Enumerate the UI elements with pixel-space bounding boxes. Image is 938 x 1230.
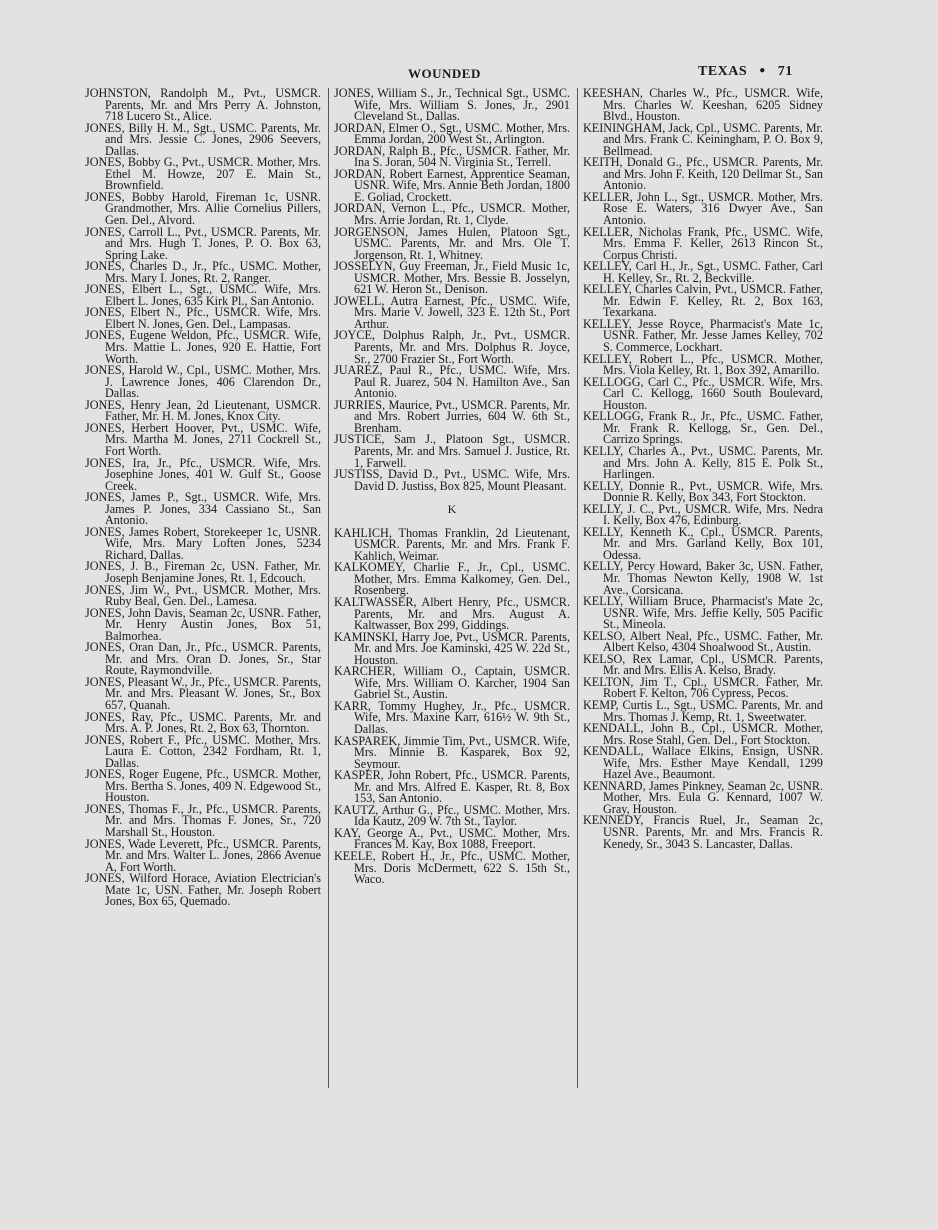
casualty-entry: KAHLICH, Thomas Franklin, 2d Lieutenant, USMCR. Parents, Mr. and Mrs. Frank F. Kahlich, Weimar. xyxy=(334,525,570,563)
casualty-entry: KELLEY, Robert L., Pfc., USMCR. Mother, Mrs. Viola Kelley, Rt. 1, Box 392, Amarillo. xyxy=(583,351,823,378)
casualty-entry: KELLER, Nicholas Frank, Pfc., USMC. Wife, Mrs. Emma F. Keller, 2613 Rincon St., Corpus Christi. xyxy=(583,224,823,262)
bullet-icon: ● xyxy=(759,65,766,76)
casualty-entry: KELLY, Kenneth K., Cpl., USMCR. Parents, Mr. and Mrs. Garland Kelly, Box 101, Odessa. xyxy=(583,524,823,562)
casualty-entry: KEESHAN, Charles W., Pfc., USMCR. Wife, Mrs. Charles W. Keeshan, 6205 Sidney Blvd., Houston. xyxy=(583,86,823,124)
casualty-entry: KENDALL, Wallace Elkins, Ensign, USNR. Wife, Mrs. Esther Maye Kendall, 1299 Hazel Ave., Beaumont. xyxy=(583,744,823,782)
casualty-entry: JONES, William S., Jr., Technical Sgt., USMC. Wife, Mrs. William S. Jones, Jr., 2901 Cleveland St., Dallas. xyxy=(334,86,570,124)
casualty-entry: JONES, Elbert N., Pfc., USMCR. Wife, Mrs. Elbert N. Jones, Gen. Del., Lampasas. xyxy=(85,305,321,331)
casualty-entry: JONES, John Davis, Seaman 2c, USNR. Father, Mr. Henry Austin Jones, Box 51, Balmorhea. xyxy=(85,605,321,643)
casualty-entry: KENDALL, John B., Cpl., USMCR. Mother, Mrs. Rose Stahl, Gen. Del., Fort Stockton. xyxy=(583,721,823,747)
casualty-entry: JONES, Eugene Weldon, Pfc., USMCR. Wife, Mrs. Mattie L. Jones, 920 E. Hattie, Fort Worth. xyxy=(85,328,321,366)
page-number: 71 xyxy=(777,64,793,79)
casualty-entry: KELLY, Charles A., Pvt., USMC. Parents, Mr. and Mrs. John A. Kelly, 815 E. Polk St., Harlingen. xyxy=(583,443,823,482)
casualty-entry: KASPER, John Robert, Pfc., USMCR. Parents, Mr. and Mrs. Alfred E. Kasper, Rt. 8, Box 153, San Antonio. xyxy=(334,768,570,806)
casualty-entry: KELLEY, Charles Calvin, Pvt., USMCR. Father, Mr. Edwin F. Kelley, Rt. 2, Box 163, Texarkana. xyxy=(583,282,823,320)
casualty-entry: KASPAREK, Jimmie Tim, Pvt., USMCR. Wife, Mrs. Minnie B. Kasparek, Box 92, Seymour. xyxy=(334,733,570,771)
section-letter: K xyxy=(447,502,457,517)
casualty-entry: JORGENSON, James Hulen, Platoon Sgt., USMC. Parents, Mr. and Mrs. Ole T. Jorgenson, Rt. 1, Whitney. xyxy=(334,224,570,262)
casualty-entry: JONES, Robert F., Pfc., USMC. Mother, Mrs. Laura E. Cotton, 2342 Fordham, Rt. 1, Dallas. xyxy=(85,732,321,770)
page-header-right xyxy=(698,64,793,80)
casualty-entry: JOWELL, Autra Earnest, Pfc., USMC. Wife, Mrs. Marie V. Jowell, 323 E. 12th St., Port Arthur. xyxy=(334,293,570,331)
casualty-entry: KELSO, Albert Neal, Pfc., USMC. Father, Mr. Albert Kelso, 4304 Shoalwood St., Austin. xyxy=(583,628,823,655)
casualty-entry: KELLOGG, Frank R., Jr., Pfc., USMC. Father, Mr. Frank R. Kellogg, Sr., Gen. Del., Carrizo Springs. xyxy=(583,409,823,447)
casualty-entry: KELLEY, Jesse Royce, Pharmacist's Mate 1c, USNR. Father, Mr. Jesse James Kelley, 702 S. Commerce, Lockhart. xyxy=(583,316,823,355)
column-divider-1 xyxy=(328,88,329,1088)
casualty-entry: KEITH, Donald G., Pfc., USMCR. Parents, Mr. and Mrs. John F. Keith, 120 Dellmar St., San Antonio. xyxy=(583,155,823,193)
casualty-entry: JONES, Harold W., Cpl., USMC. Mother, Mrs. J. Lawrence Jones, 406 Clarendon Dr., Dallas. xyxy=(85,363,321,401)
casualty-entry: KELLY, Donnie R., Pvt., USMCR. Wife, Mrs. Donnie R. Kelly, Box 343, Fort Stockton. xyxy=(583,478,823,505)
casualty-entry: JONES, Carroll L., Pvt., USMCR. Parents, Mr. and Mrs. Hugh T. Jones, P. O. Box 63, Spring Lake. xyxy=(85,224,321,262)
casualty-entry: JONES, Thomas F., Jr., Pfc., USMCR. Parents, Mr. and Mrs. Thomas F. Jones, Sr., 720 Marshall St., Houston. xyxy=(85,801,321,839)
casualty-entry: JUSTICE, Sam J., Platoon Sgt., USMCR. Parents, Mr. and Mrs. Samuel J. Justice, Rt. 1, Farwell. xyxy=(334,432,570,470)
casualty-entry: KAMINSKI, Harry Joe, Pvt., USMCR. Parents, Mr. and Mrs. Joe Kaminski, 425 W. 22d St., Houston. xyxy=(334,629,570,667)
casualty-entry: KENNARD, James Pinkney, Seaman 2c, USNR. Mother, Mrs. Eula G. Kennard, 1007 W. Gray, Houston. xyxy=(583,778,823,816)
casualty-entry: KELLER, John L., Sgt., USMCR. Mother, Mrs. Rose E. Waters, 316 Dwyer Ave., San Antonio. xyxy=(583,189,823,228)
casualty-entry: JONES, Bobby G., Pvt., USMCR. Mother, Mrs. Ethel M. Howze, 207 E. Main St., Brownfield. xyxy=(85,155,321,193)
column-1 xyxy=(85,88,321,908)
column-divider-2 xyxy=(577,88,578,1088)
casualty-entry: JORDAN, Vernon L., Pfc., USMCR. Mother, Mrs. Arrie Jordan, Rt. 1, Clyde. xyxy=(334,201,570,228)
casualty-entry: JONES, Jim W., Pvt., USMCR. Mother, Mrs. Ruby Beal, Gen. Del., Lamesa. xyxy=(85,582,321,609)
casualty-entry: JUSTISS, David D., Pvt., USMC. Wife, Mrs. David D. Justiss, Box 825, Mount Pleasant. xyxy=(334,467,570,493)
casualty-entry: KELSO, Rex Lamar, Cpl., USMCR. Parents, Mr. and Mrs. Ellis A. Kelso, Brady. xyxy=(583,651,823,678)
casualty-entry: KAY, George A., Pvt., USMC. Mother, Mrs. Frances M. Kay, Box 1088, Freeport. xyxy=(334,825,570,852)
casualty-entry: KALTWASSER, Albert Henry, Pfc., USMCR. Parents, Mr. and Mrs. August A. Kaltwasser, Box 299, Giddings. xyxy=(334,594,570,633)
casualty-entry: JONES, Oran Dan, Jr., Pfc., USMCR. Parents, Mr. and Mrs. Oran D. Jones, Sr., Star Route, Raymondville. xyxy=(85,640,321,678)
casualty-entry: JONES, Herbert Hoover, Pvt., USMC. Wife, Mrs. Martha M. Jones, 2711 Cockrell St., Fort Worth. xyxy=(85,420,321,458)
casualty-entry: KEININGHAM, Jack, Cpl., USMC. Parents, Mr. and Mrs. Frank C. Keiningham, P. O. Box 9, Bellmead. xyxy=(583,120,823,158)
casualty-entry: KELTON, Jim T., Cpl., USMCR. Father, Mr. Robert F. Kelton, 706 Cypress, Pecos. xyxy=(583,674,823,701)
casualty-entry: JONES, Wade Leverett, Pfc., USMCR. Parents, Mr. and Mrs. Walter L. Jones, 2866 Avenue A, Fort Worth. xyxy=(85,836,321,874)
casualty-entry: KELLY, J. C., Pvt., USMCR. Wife, Mrs. Nedra I. Kelly, Box 476, Edinburg. xyxy=(583,501,823,528)
casualty-entry: KAUTZ, Arthur G., Pfc., USMC. Mother, Mrs. Ida Kautz, 209 W. 7th St., Taylor. xyxy=(334,802,570,829)
casualty-entry: KENNEDY, Francis Ruel, Jr., Seaman 2c, USNR. Parents, Mr. and Mrs. Francis R. Kenedy, Sr., 3043 S. Lancaster, Dallas. xyxy=(583,813,823,851)
casualty-entry: KEELE, Robert H., Jr., Pfc., USMC. Mother, Mrs. Doris McDermett, 622 S. 15th St., Waco. xyxy=(334,849,570,887)
casualty-entry: JONES, J. B., Fireman 2c, USN. Father, Mr. Joseph Benjamine Jones, Rt. 1, Edcouch. xyxy=(85,559,321,585)
casualty-entry: KELLEY, Carl H., Jr., Sgt., USMC. Father, Carl H. Kelley, Sr., Rt. 2, Beckville. xyxy=(583,259,823,285)
casualty-entry: KELLOGG, Carl C., Pfc., USMCR. Wife, Mrs. Carl C. Kellogg, 1660 South Boulevard, Houston. xyxy=(583,374,823,412)
casualty-entry: JONES, Elbert L., Sgt., USMC. Wife, Mrs. Elbert L. Jones, 635 Kirk Pl., San Antonio. xyxy=(85,282,321,308)
casualty-entry: JOHNSTON, Randolph M., Pvt., USMCR. Parents, Mr. and Mrs Perry A. Johnston, 718 Lucero St., Alice. xyxy=(85,86,321,124)
casualty-entry: JORDAN, Elmer O., Sgt., USMC. Mother, Mrs. Emma Jordan, 200 West St., Arlington. xyxy=(334,120,570,147)
casualty-entry: JORDAN, Robert Earnest, Apprentice Seaman, USNR. Wife, Mrs. Annie Beth Jordan, 1800 E. Goliad, Crockett. xyxy=(334,166,570,204)
casualty-entry: KELLY, William Bruce, Pharmacist's Mate 2c, USNR. Wife, Mrs. Jeffie Kelly, 505 Pacific St., Mineola. xyxy=(583,594,823,632)
casualty-entry: JONES, James P., Sgt., USMCR. Wife, Mrs. James P. Jones, 334 Cassiano St., San Antonio. xyxy=(85,490,321,528)
casualty-entry: JONES, Pleasant W., Jr., Pfc., USMCR. Parents, Mr. and Mrs. Pleasant W. Jones, Sr., Box 657, Quanah. xyxy=(85,674,321,712)
section-heading: WOUNDED xyxy=(408,66,481,81)
casualty-entry: JONES, Charles D., Jr., Pfc., USMC. Mother, Mrs. Mary I. Jones, Rt. 2, Ranger. xyxy=(85,259,321,285)
casualty-entry: JONES, Billy H. M., Sgt., USMC. Parents, Mr. and Mrs. Jessie C. Jones, 2906 Seevers, Dallas. xyxy=(85,120,321,158)
casualty-entry: JONES, Roger Eugene, Pfc., USMCR. Mother, Mrs. Bertha S. Jones, 409 N. Edgewood St., Houston. xyxy=(85,767,321,805)
casualty-entry: JUAREZ, Paul R., Pfc., USMC. Wife, Mrs. Paul R. Juarez, 504 N. Hamilton Ave., San Antonio. xyxy=(334,363,570,401)
casualty-entry: JORDAN, Ralph B., Pfc., USMCR. Father, Mr. Ina S. Joran, 504 N. Virginia St., Terrell. xyxy=(334,143,570,170)
casualty-entry: JOYCE, Dolphus Ralph, Jr., Pvt., USMCR. Parents, Mr. and Mrs. Dolphus R. Joyce, Sr., 2700 Frazier St., Fort Worth. xyxy=(334,328,570,366)
casualty-entry: JONES, Ray, Pfc., USMC. Parents, Mr. and Mrs. A. P. Jones, Rt. 2, Box 63, Thornton. xyxy=(85,709,321,736)
casualty-entry: JOSSELYN, Guy Freeman, Jr., Field Music 1c, USMCR. Mother, Mrs. Bessie B. Josselyn, 621 W. Heron St., Denison. xyxy=(334,259,570,297)
casualty-entry: KARCHER, William O., Captain, USMCR. Wife, Mrs. William O. Karcher, 1904 San Gabriel St., Austin. xyxy=(334,664,570,702)
column-2 xyxy=(334,88,570,886)
casualty-entry: JONES, Ira, Jr., Pfc., USMCR. Wife, Mrs. Josephine Jones, 401 W. Gulf St., Goose Creek. xyxy=(85,455,321,493)
casualty-entry: KARR, Tommy Hughey, Jr., Pfc., USMCR. Wife, Mrs. Maxine Karr, 616½ W. 9th St., Dallas. xyxy=(334,698,570,736)
state-name: TEXAS xyxy=(698,64,748,79)
casualty-entry: JONES, Henry Jean, 2d Lieutenant, USMCR. Father, Mr. H. M. Jones, Knox City. xyxy=(85,397,321,424)
casualty-entry: JONES, Bobby Harold, Fireman 1c, USNR. Grandmother, Mrs. Allie Cornelius Pillers, Gen. Del., Alvord. xyxy=(85,189,321,228)
casualty-entry: KELLY, Percy Howard, Baker 3c, USN. Father, Mr. Thomas Newton Kelly, 1908 W. 1st Ave., Corsicana. xyxy=(583,559,823,597)
casualty-entry: JURRIES, Maurice, Pvt., USMCR. Parents, Mr. and Mrs. Robert Jurries, 604 W. 6th St., Brenham. xyxy=(334,397,570,435)
casualty-entry: KALKOMEY, Charlie F., Jr., Cpl., USMC. Mother, Mrs. Emma Kalkomey, Gen. Del., Rosenberg. xyxy=(334,560,570,598)
casualty-entry: JONES, Wilford Horace, Aviation Electrician's Mate 1c, USN. Father, Mr. Joseph Robert Jones, Box 65, Quemado. xyxy=(85,871,321,909)
column-3 xyxy=(583,88,823,850)
casualty-entry: JONES, James Robert, Storekeeper 1c, USNR. Wife, Mrs. Mary Loften Jones, 5234 Richard, Dallas. xyxy=(85,524,321,562)
casualty-entry: KEMP, Curtis L., Sgt., USMC. Parents, Mr. and Mrs. Thomas J. Kemp, Rt. 1, Sweetwater. xyxy=(583,697,823,724)
